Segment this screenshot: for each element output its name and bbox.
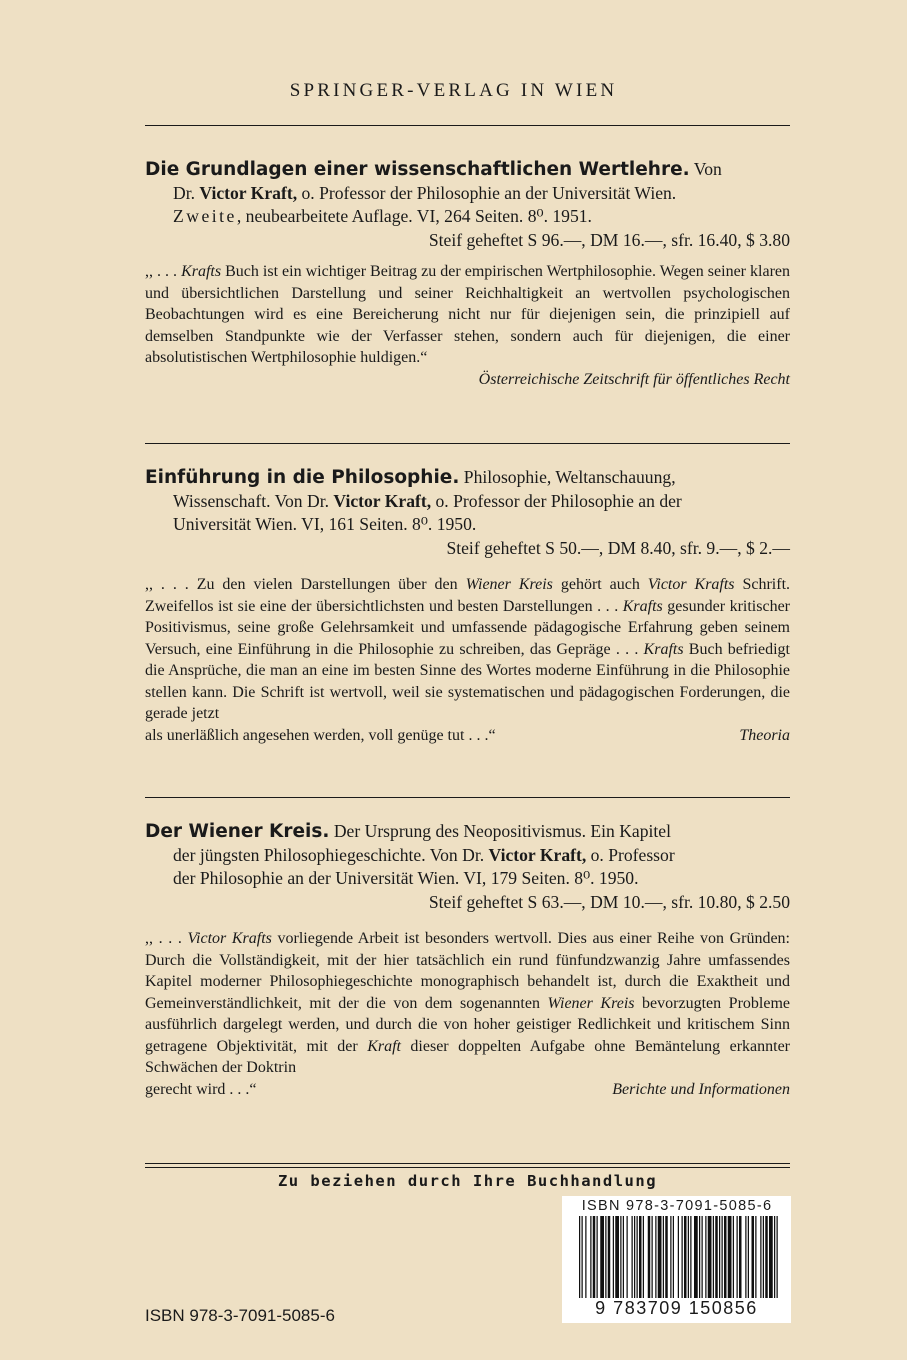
barcode-bar [593, 1216, 596, 1298]
divider-1 [145, 443, 790, 444]
barcode-bar [748, 1216, 749, 1298]
barcode-isbn: ISBN 978-3-7091-5085-6 [581, 1198, 773, 1214]
barcode-bar [737, 1216, 738, 1298]
barcode-bar [597, 1216, 598, 1298]
barcode-bar [665, 1216, 668, 1298]
barcode-bar [590, 1216, 591, 1298]
publisher-header: SPRINGER-VERLAG IN WIEN [289, 80, 618, 101]
barcode-bar [673, 1216, 674, 1298]
book-1-price: Steif geheftet S 96.—, DM 16.—, sfr. 16.40, $ 3.80 [428, 229, 790, 250]
barcode-bar [605, 1216, 606, 1298]
barcode-bar [632, 1216, 633, 1298]
barcode-bar [627, 1216, 628, 1298]
barcode-bar [733, 1216, 734, 1298]
barcode-bar [639, 1216, 642, 1298]
barcode-bar [765, 1216, 768, 1298]
book-1-header: Die Grundlagen einer wissenschaftlichen Wertlehre. Von Dr. Victor Kraft, o. Professor der Philosophie an der Universität Wien. Zweite, neubearbeitete Auflage. VI, 264 Seiten. 8⁰. 1951. Steif geheftet S 96.—, DM 16.—, sfr. 16.40, $ 3.80 [145, 158, 790, 252]
barcode-bar [724, 1216, 727, 1298]
book-2-author: Victor Kraft, [333, 490, 432, 511]
book-2-title: Einführung in die Philosophie. [145, 467, 460, 488]
barcode-bar [708, 1216, 712, 1298]
top-rule [145, 125, 790, 126]
book-3-header: Der Wiener Kreis. Der Ursprung des Neopositivismus. Ein Kapitel der jüngsten Philosophiegeschichte. Von Dr. Victor Kraft, o. Professor der Philosophie an der Universität Wien. VI, 179 Seiten. 8⁰. 1950. Steif geheftet S 63.—, DM 10.—, sfr. 10.80, $ 2.50 [145, 820, 790, 914]
barcode-bar [579, 1216, 580, 1298]
book-entry-1 [145, 158, 790, 390]
barcode-bar [637, 1216, 638, 1298]
barcode-bar [713, 1216, 714, 1298]
barcode-bar [694, 1216, 698, 1298]
book-1-review: ,, . . . Krafts Buch ist ein wichtiger Beitrag zu der empirischen Wertphilosophie. Wegen seiner klaren und übersichtlichen Darstellung und seiner Reichhaltigkeit an wertvollen psychologischen Beobachtungen wird es eine Bereicherung nicht nur für diejenigen sein, die prinzipiell auf demselben Standpunkte wie der Verfasser stehen, sondern auch für diejenigen, die einer absolutistischen Wertphilosophie huldigen.“ [145, 263, 790, 366]
barcode-bar [670, 1216, 671, 1298]
barcode-bar [613, 1216, 614, 1298]
barcode-bar [722, 1216, 723, 1298]
book-2-review-source: Theoria [739, 726, 790, 744]
barcode-icon [579, 1216, 779, 1298]
divider-2 [145, 797, 790, 798]
book-3-title: Der Wiener Kreis. [145, 821, 330, 842]
barcode-bar [688, 1216, 689, 1298]
barcode-bar [777, 1216, 778, 1298]
barcode-bar [615, 1216, 619, 1298]
book-3-price: Steif geheftet S 63.—, DM 10.—, sfr. 10.80, $ 2.50 [428, 891, 790, 912]
barcode-bar [655, 1216, 656, 1298]
barcode-bar [623, 1216, 624, 1298]
barcode-bar [755, 1216, 756, 1298]
barcode-bar [769, 1216, 773, 1298]
book-entry-2: Einführung in die Philosophie. Philosophie, Weltanschauung, Wissenschaft. Von Dr. Victor Kraft, o. Professor der Philosophie an der Universität Wien. VI, 161 Seiten. 8⁰. 1950. Steif geheftet S 50.—, DM 8.40, sfr. 9.—, $ 2.— ,, . . . Zu den vielen Darstellungen über den Wiener Kreis gehört auch Victor Krafts Schrift. Zweifellos ist sie eine der übersichtlichsten und besten Darstellungen . . . Krafts gesunder kritischer Positivismus, seine große Gelehrsamkeit und umfassende pädagogische Erfahrung geben seinem Versuch, eine Einführung in die Philosophie zu schreiben, das Gepräge . . . Krafts Buch befriedigt die Ansprüche, die man an eine im besten Sinne des Wortes moderne Einführung in die Philosophie stellen kann. Die Schrift ist wertvoll, weil sie systematischen und pädagogischen Forderungen, die gerade jetzt als unerläßlich angesehen werden, voll genüge tut . . .“ Theoria [145, 466, 790, 746]
barcode-bar [760, 1216, 761, 1298]
book-1-author: Victor Kraft, [199, 182, 298, 203]
barcode-bar [705, 1216, 706, 1298]
barcode-bar [719, 1216, 720, 1298]
barcode-bar [634, 1216, 635, 1298]
barcode-bar [690, 1216, 691, 1298]
book-1-review-source: Österreichische Zeitschrift für öffentliches Recht [478, 370, 790, 388]
barcode-bar [678, 1216, 679, 1298]
barcode-bar [648, 1216, 651, 1298]
barcode-bar [663, 1216, 664, 1298]
book-2-header: Einführung in die Philosophie. Philosophie, Weltanschauung, Wissenschaft. Von Dr. Victor Kraft, o. Professor der Philosophie an der Universität Wien. VI, 161 Seiten. 8⁰. 1950. Steif geheftet S 50.—, DM 8.40, sfr. 9.—, $ 2.— [145, 466, 790, 560]
footer-double-rule [145, 1163, 790, 1168]
barcode-bar [600, 1216, 604, 1298]
book-entry-3: Der Wiener Kreis. Der Ursprung des Neopositivismus. Ein Kapitel der jüngsten Philosophiegeschichte. Von Dr. Victor Kraft, o. Professor der Philosophie an der Universität Wien. VI, 179 Seiten. 8⁰. 1950. Steif geheftet S 63.—, DM 10.—, sfr. 10.80, $ 2.50 ,, . . . Victor Krafts vorliegende Arbeit ist besonders wertvoll. Dies aus einer Reihe von Gründen: Durch die Vollständigkeit, mit der hier tatsächlich ein rund fünfundzwanzig Jahre umfassendes Kapitel moderner Philosophiegeschichte monographisch behandelt ist, durch die Exaktheit und Gemeinverständlichkeit, mit der die von dem sogenannten Wiener Kreis bevorzugten Probleme ausführlich dargelegt werden, und durch die von hoher geistiger Redlichkeit und kritischem Sinn getragene Objektivität, mit der Kraft dieser doppelten Aufgabe ohne Bemäntelung erkannter Schwächen der Doktrin gerecht wird . . .“ Berichte und Informationen [145, 820, 790, 1100]
book-3-review: ,, . . . Victor Krafts vorliegende Arbeit ist besonders wertvoll. Dies aus einer Reihe von Gründen: Durch die Vollständigkeit, mit der hier tatsächlich ein rund fünfundzwanzig Jahre umfassendes Kapitel moderner Philosophiegeschichte monographisch behandelt ist, durch die Exaktheit und Gemeinverständlichkeit, mit der die von dem sogenannten Wiener Kreis bevorzugten Probleme ausführlich dargelegt werden, und durch die von hoher geistiger Redlichkeit und kritischem Sinn getragene Objektivität, mit der Kraft dieser doppelten Aufgabe ohne Bemäntelung erkannter Schwächen der Doktrin [145, 930, 791, 1076]
footer-text: Zu beziehen durch Ihre Buchhandlung [277, 1172, 658, 1190]
isbn-label: ISBN 978-3-7091-5085-6 [145, 1306, 335, 1325]
book-3-author: Victor Kraft, [488, 844, 587, 865]
barcode-bar [582, 1216, 583, 1298]
barcode-bar [643, 1216, 644, 1298]
barcode-bar [763, 1216, 764, 1298]
barcode-bar [682, 1216, 683, 1298]
barcode-digits: 9 783709 150856 [595, 1298, 758, 1318]
barcode-bar [658, 1216, 662, 1298]
book-2-review: ,, . . . Zu den vielen Darstellungen über den Wiener Kreis gehört auch Victor Krafts Schrift. Zweifellos ist sie eine der übersichtlichsten und besten Darstellungen . . . Krafts gesunder kritischer Positivismus, seine große Gelehrsamkeit und umfassende pädagogische Erfahrung geben seinem Versuch, eine Einführung in die Philosophie zu schreiben, das Gepräge . . . Krafts Buch befriedigt die Ansprüche, die man an eine im besten Sinne des Wortes moderne Einführung in die Philosophie stellen kann. Die Schrift ist wertvoll, weil sie systematischen und pädagogischen Forderungen, die gerade jetzt [145, 576, 791, 722]
barcode-bar [752, 1216, 755, 1298]
barcode-bar [702, 1216, 703, 1298]
barcode-bar [728, 1216, 732, 1298]
barcode-bar [745, 1216, 746, 1298]
barcode-bar [715, 1216, 718, 1298]
book-1-title: Die Grundlagen einer wissenschaftlichen Wertlehre. [145, 159, 690, 180]
book-3-review-source: Berichte und Informationen [612, 1080, 790, 1098]
barcode-bar [739, 1216, 742, 1298]
book-2-price: Steif geheftet S 50.—, DM 8.40, sfr. 9.—, $ 2.— [446, 537, 790, 558]
barcode-bar [684, 1216, 687, 1298]
barcode-bar [652, 1216, 653, 1298]
barcode-bar [699, 1216, 700, 1298]
barcode-bar [608, 1216, 611, 1298]
barcode-bar [585, 1216, 586, 1298]
barcode-bar [620, 1216, 621, 1298]
barcode-bar [774, 1216, 775, 1298]
